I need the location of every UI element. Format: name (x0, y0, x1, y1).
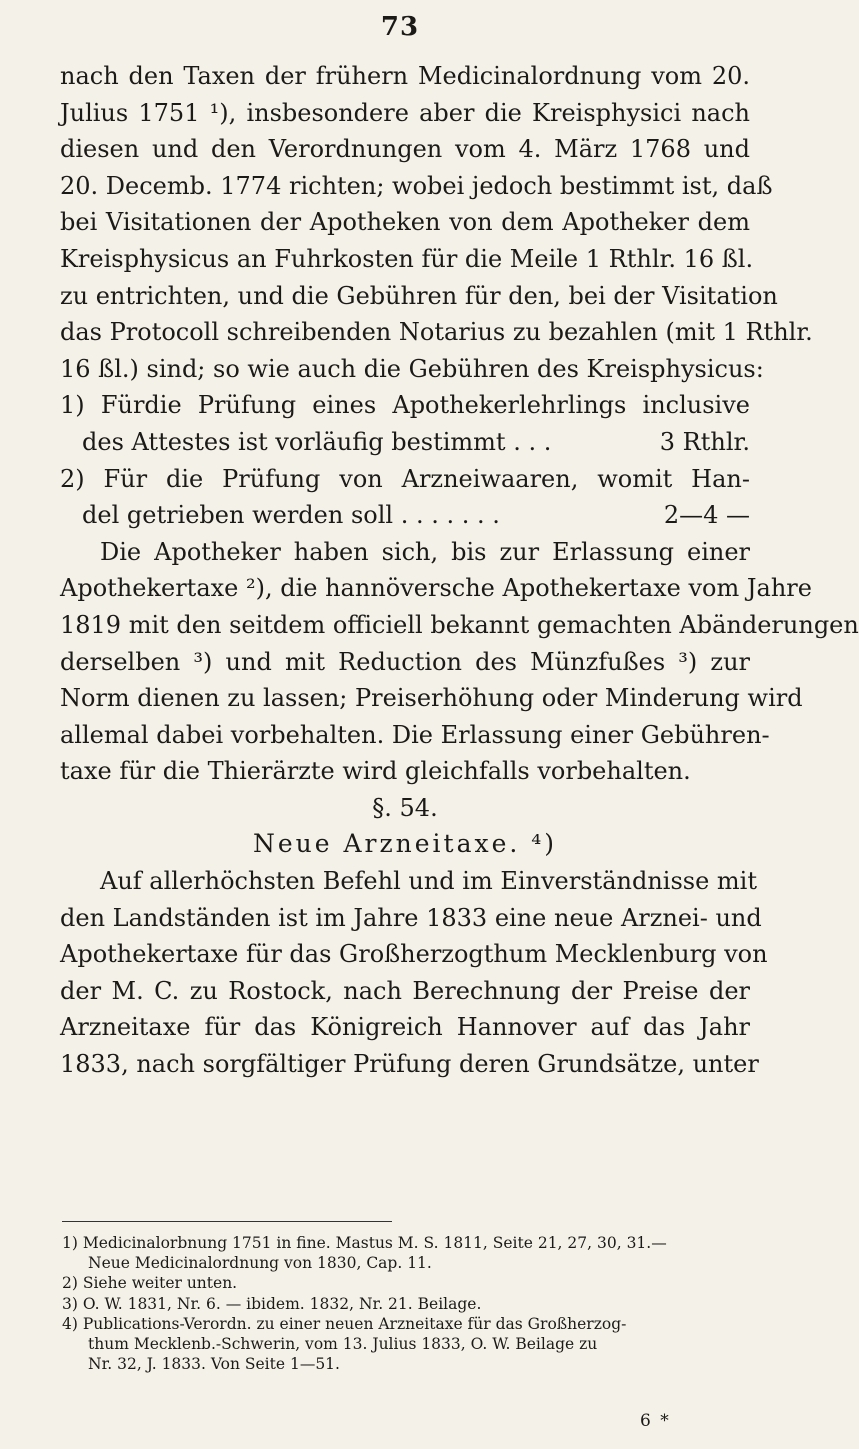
footnote-text: O. W. 1831, Nr. 6. — ibidem. 1832, Nr. 21. Beilage. (82, 1294, 482, 1313)
text-line: 1819 mit den seitdem officiell bekannt gemachten Abänderungen (60, 610, 859, 639)
text-line: 16 ßl.) sind; so wie auch die Gebühren des Kreisphysicus: (60, 354, 764, 383)
footnote-mark: 2) (62, 1274, 78, 1293)
text-line: taxe für die Thierärzte wird gleichfalls vorbehalten. (60, 757, 691, 786)
footnote-4-cont-2: Nr. 32, J. 1833. Von Seite 1—51. (88, 1355, 340, 1374)
text-line: Julius 1751 ¹), insbesondere aber die Kreisphysici nach (60, 98, 750, 127)
footnote-2 (62, 1273, 752, 1293)
footnote-text: Publications-Verordn. zu einer neuen Arzneitaxe für das Großherzog- (82, 1314, 627, 1333)
fee-item-1-amount: 3 Rthlr. (659, 427, 750, 456)
text-line: zu entrichten, und die Gebühren für den, bei der Visitation (60, 281, 778, 310)
text-line: Apothekertaxe ²), die hannöversche Apothekertaxe vom Jahre (60, 574, 812, 603)
page-number: 73 (380, 12, 420, 42)
footnote-3 (62, 1294, 752, 1314)
fee-item-1-line-1: 1) Fürdie Prüfung eines Apothekerlehrlings inclusive (60, 391, 750, 420)
footnote-mark: 4) (62, 1314, 78, 1333)
footnote-mark: 1) (62, 1234, 78, 1252)
fee-item-1-desc: des Attestes ist vorläufig bestimmt . . . (82, 427, 552, 456)
fee-item-2-desc: del getrieben werden soll . . . . . . . (82, 501, 500, 530)
footnote-1 (62, 1233, 752, 1253)
signature-mark: 6 * (640, 1411, 671, 1431)
text-line: der M. C. zu Rostock, nach Berechnung der Preise der (60, 976, 750, 1005)
footnote-text: Medicinalorbnung 1751 in fine. Mastus M. S. 1811, Seite 21, 27, 30, 31.— (82, 1234, 667, 1252)
text-line: diesen und den Verordnungen vom 4. März 1768 und (60, 135, 750, 164)
body-text (60, 58, 859, 1083)
footnote-divider (62, 1221, 392, 1222)
text-line: 1833, nach sorgfältiger Prüfung deren Grundsätze, unter (60, 1050, 759, 1079)
text-line: allemal dabei vorbehalten. Die Erlassung einer Gebühren- (60, 720, 770, 749)
text-line: Die Apotheker haben sich, bis zur Erlassung einer (100, 537, 750, 566)
section-title: Neue Arzneitaxe. ⁴) (252, 829, 558, 859)
text-line: bei Visitationen der Apotheken von dem Apotheker dem (60, 208, 750, 237)
footnote-mark: 3) (62, 1294, 78, 1313)
fee-item-1-line-2 (60, 424, 750, 461)
footnote-4 (62, 1314, 752, 1334)
fee-item-2-line-1: 2) Für die Prüfung von Arzneiwaaren, womit Han- (60, 464, 750, 493)
text-line: 20. Decemb. 1774 richten; wobei jedoch bestimmt ist, daß (60, 171, 773, 200)
text-line: Arzneitaxe für das Königreich Hannover auf das Jahr (60, 1013, 750, 1042)
text-line: das Protocoll schreibenden Notarius zu bezahlen (mit 1 Rthlr. (60, 318, 813, 347)
fee-item-2-amount: 2—4 — (663, 501, 750, 530)
fee-item-2-line-2 (60, 497, 750, 534)
text-line: Apothekertaxe für das Großherzogthum Mecklenburg von (60, 940, 768, 969)
footnotes (62, 1233, 752, 1374)
text-line: nach den Taxen der frühern Medicinalordnung vom 20. (60, 62, 750, 90)
section-number: §. 54. (372, 793, 438, 822)
footnote-4-cont: thum Mecklenb.-Schwerin, vom 13. Julius 1833, O. W. Beilage zu (88, 1335, 598, 1354)
text-line: den Landständen ist im Jahre 1833 eine neue Arznei- und (60, 903, 762, 932)
text-line: Auf allerhöchsten Befehl und im Einverständnisse mit (100, 867, 757, 896)
footnote-1-cont: Neue Medicinalordnung von 1830, Cap. 11. (88, 1254, 432, 1273)
footnote-text: Siehe weiter unten. (82, 1274, 238, 1293)
text-line: Kreisphysicus an Fuhrkosten für die Meile 1 Rthlr. 16 ßl. (60, 244, 754, 273)
text-line: derselben ³) und mit Reduction des Münzfußes ³) zur (60, 647, 750, 676)
text-line: Norm dienen zu lassen; Preiserhöhung oder Minderung wird (60, 684, 803, 713)
